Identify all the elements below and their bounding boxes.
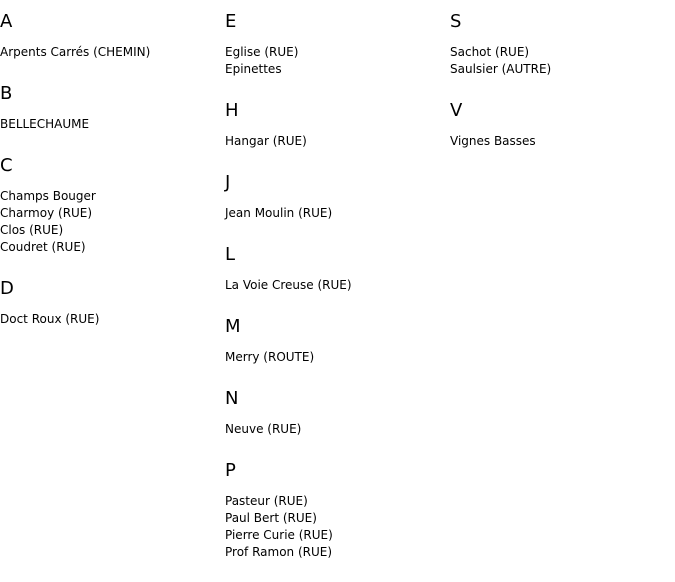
street-link[interactable]: Charmoy (RUE): [0, 206, 93, 220]
street-list: [0, 116, 215, 133]
letter-group-n: [225, 387, 440, 438]
street-link[interactable]: BELLECHAUME: [0, 117, 90, 131]
street-link[interactable]: Neuve (RUE): [225, 422, 302, 436]
letter-heading: A: [0, 11, 13, 32]
letter-group-e: [225, 10, 440, 78]
index-column-2: [225, 10, 440, 582]
street-list: [450, 44, 665, 78]
letter-heading: L: [225, 244, 236, 265]
letter-group-a: [0, 10, 215, 61]
street-list: [225, 205, 440, 222]
street-link[interactable]: Arpents Carrés (CHEMIN): [0, 45, 151, 59]
street-link[interactable]: Doct Roux (RUE): [0, 312, 100, 326]
street-list: [225, 421, 440, 438]
letter-group-h: [225, 99, 440, 150]
street-link[interactable]: Epinettes: [225, 62, 282, 76]
street-list: [0, 188, 215, 256]
street-link[interactable]: Champs Bouger: [0, 189, 96, 203]
street-link[interactable]: Paul Bert (RUE): [225, 511, 317, 525]
letter-group-c: [0, 154, 215, 256]
letter-group-l: [225, 243, 440, 294]
street-link[interactable]: Saulsier (AUTRE): [450, 62, 552, 76]
street-link[interactable]: Pierre Curie (RUE): [225, 528, 333, 542]
street-link[interactable]: Prof Ramon (RUE): [225, 545, 333, 559]
index-column-1: [0, 10, 215, 349]
street-list: [225, 133, 440, 150]
street-link[interactable]: La Voie Creuse (RUE): [225, 278, 352, 292]
street-list: [0, 44, 215, 61]
letter-heading: D: [0, 278, 14, 299]
street-link[interactable]: Sachot (RUE): [450, 45, 530, 59]
street-link[interactable]: Pasteur (RUE): [225, 494, 308, 508]
street-link[interactable]: Eglise (RUE): [225, 45, 299, 59]
letter-heading: S: [450, 11, 462, 32]
letter-group-s: [450, 10, 665, 78]
letter-heading: P: [225, 460, 236, 481]
letter-heading: V: [450, 100, 463, 121]
street-list: [225, 349, 440, 366]
street-link[interactable]: Jean Moulin (RUE): [225, 206, 333, 220]
letter-group-p: [225, 459, 440, 561]
letter-group-v: [450, 99, 665, 150]
street-list: [225, 493, 440, 561]
letter-group-j: [225, 171, 440, 222]
letter-heading: C: [0, 155, 13, 176]
street-link[interactable]: Merry (ROUTE): [225, 350, 315, 364]
street-list: [225, 277, 440, 294]
street-link[interactable]: Clos (RUE): [0, 223, 64, 237]
letter-heading: B: [0, 83, 13, 104]
letter-heading: M: [225, 316, 241, 337]
street-list: [0, 311, 215, 328]
street-list: [225, 44, 440, 78]
street-link[interactable]: Coudret (RUE): [0, 240, 86, 254]
letter-group-d: [0, 277, 215, 328]
letter-heading: N: [225, 388, 239, 409]
letter-group-m: [225, 315, 440, 366]
street-link[interactable]: Hangar (RUE): [225, 134, 307, 148]
letter-heading: J: [225, 172, 231, 193]
street-list: [450, 133, 665, 150]
letter-group-b: [0, 82, 215, 133]
letter-heading: E: [225, 11, 237, 32]
index-column-3: [450, 10, 665, 171]
street-link[interactable]: Vignes Basses: [450, 134, 536, 148]
letter-heading: H: [225, 100, 239, 121]
